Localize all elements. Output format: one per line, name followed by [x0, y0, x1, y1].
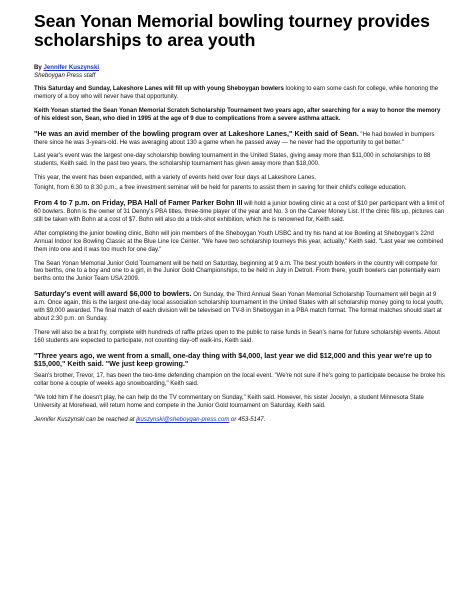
paragraph-6: Tonight, from 6:30 to 8:30 p.m., a free investment seminar will be held for parents to assist them in saving for their child's college education. [34, 185, 407, 192]
paragraph-10 [34, 290, 445, 324]
paragraph-8: After completing the junior bowling clinic, Bohn will join members of the Sheboygan Youth USBC and try his hand at Ice Bowling at Sheboygan's 22nd Annual Indoor Ice Bowling Classic at the Blue Line Ice Center. "We have two scholarship tourneys this year, actually," Keith said. "Last year we combined them into one and it was too much for one day." [34, 230, 444, 253]
paragraph-3-body: "He had bowled in bumpers there since he was 3-years-old. He was averaging about 130 a game when he passed away — he never had the opportunity to get better." [34, 131, 435, 146]
paragraph-12: "Three years ago, we went from a small, one-day thing with $4,000, last year we did $12,000 and this year we're up to $15,000," Keith said. "We just keep growing." [34, 350, 432, 368]
paragraph-3 [34, 130, 445, 148]
contact-email-link[interactable]: jkuszynski@sheboygan-press.com [136, 417, 230, 424]
paragraph-10-lead: Saturday's event will award $6,000 to bowlers. [34, 289, 192, 299]
paragraph-14: "We told him if he doesn't play, he can help do the TV commentary on Sunday," Keith said. However, his sister Jocelyn, a student Minnesota State University at Morehead, will return home and compete in the Junior Gold tournament on Saturday, Keith said. [34, 395, 424, 410]
paragraph-1 [34, 86, 445, 102]
paragraph-1-lead: This Saturday and Sunday, Lakeshore Lanes will fill up with young Sheboygan bowlers [34, 86, 284, 92]
byline-prefix: By [34, 64, 44, 71]
paragraph-5: This year, the event has been expanded, with a variety of events held over four days at Lakeshore Lanes. [34, 175, 317, 182]
contact-prefix: Jennifer Kuszynski can be reached at [34, 417, 137, 424]
byline-staff: Sheboygan Press staff [34, 72, 96, 79]
paragraph-13: Sean's brother, Trevor, 17, has been the two-time defending champion on the local event. "We're not sure if he's going to participate because he broke his collar bone a couple of weeks ago snowboarding," Keith said. [34, 373, 445, 388]
paragraph-1-body: looking to earn some cash for college, while honoring the memory of a boy who will never have that opportunity. [34, 86, 439, 100]
paragraph-7-lead: From 4 to 7 p.m. on Friday, PBA Hall of Famer Parker Bohn III [34, 198, 243, 208]
article-headline: Sean Yonan Memorial bowling tourney provides scholarships to area youth [34, 11, 430, 50]
paragraph-7-body: will hold a junior bowling clinic at a cost of $10 per participant with a limit of 60 bowlers. Bohn is the owner of 31 Denny's PBA titles, three-time player of the year and No. 3 on the Career Money List. If the clinic fills up, pictures can still be taken with Bohn at a cost of $7. Bohn will also do a trick-shot exhibition, which he is renowned for, Keith said. [34, 201, 445, 223]
paragraph-4: Last year's event was the largest one-day scholarship bowling tournament in the United States, giving away more than $11,000 in scholarships to 88 students, Keith said. In the past two years, the scholarship tournament has given away more than $18,000. [34, 153, 431, 168]
paragraph-11: There will also be a brat fry, complete with hundreds of raffle prizes open to the public to raise funds in Sean's name for future scholarship events. About 160 students are expected to participate, not counting day-off walk-ins, Keith said. [34, 329, 440, 344]
contact-suffix: or 453-5147. [229, 417, 266, 424]
paragraph-10-body: On Sunday, the Third Annual Sean Yonan Memorial Scholarship Tournament will begin at 9 a.m. Once again, this is the largest one-day local association scholarship tournament in the United States with all scholarship money going to local youth, with $9,000 awarded. The final match of each division will be televised on TV-8 in Sheboygan in a PBA match format. The format matches should start at about 2:30 p.m. on Sunday. [34, 292, 444, 322]
paragraph-9: The Sean Yonan Memorial Junior Gold Tournament will be held on Saturday, beginning at 9 a.m. The best youth bowlers in the country will compete for two berths, one to a boy and one to a girl, in the Junior Gold Championships, to be held in July in Detroit. From there, youth bowlers can potentially earn berths onto the Junior Team USA 2009. [34, 260, 441, 283]
byline [34, 64, 445, 72]
paragraph-2: Keith Yonan started the Sean Yonan Memorial Scratch Scholarship Tournament two years ago, after searching for a way to honor the memory of his eldest son, Sean, who died in 1995 at the age of 9 due to complications from a severe asthma attack. [34, 107, 441, 122]
author-link[interactable]: Jennifer Kuszynski [43, 64, 100, 71]
paragraph-3-lead: "He was an avid member of the bowling program over at Lakeshore Lanes," Keith said of Sean. [34, 128, 359, 138]
contact-line [34, 417, 445, 425]
paragraph-7 [34, 199, 445, 225]
